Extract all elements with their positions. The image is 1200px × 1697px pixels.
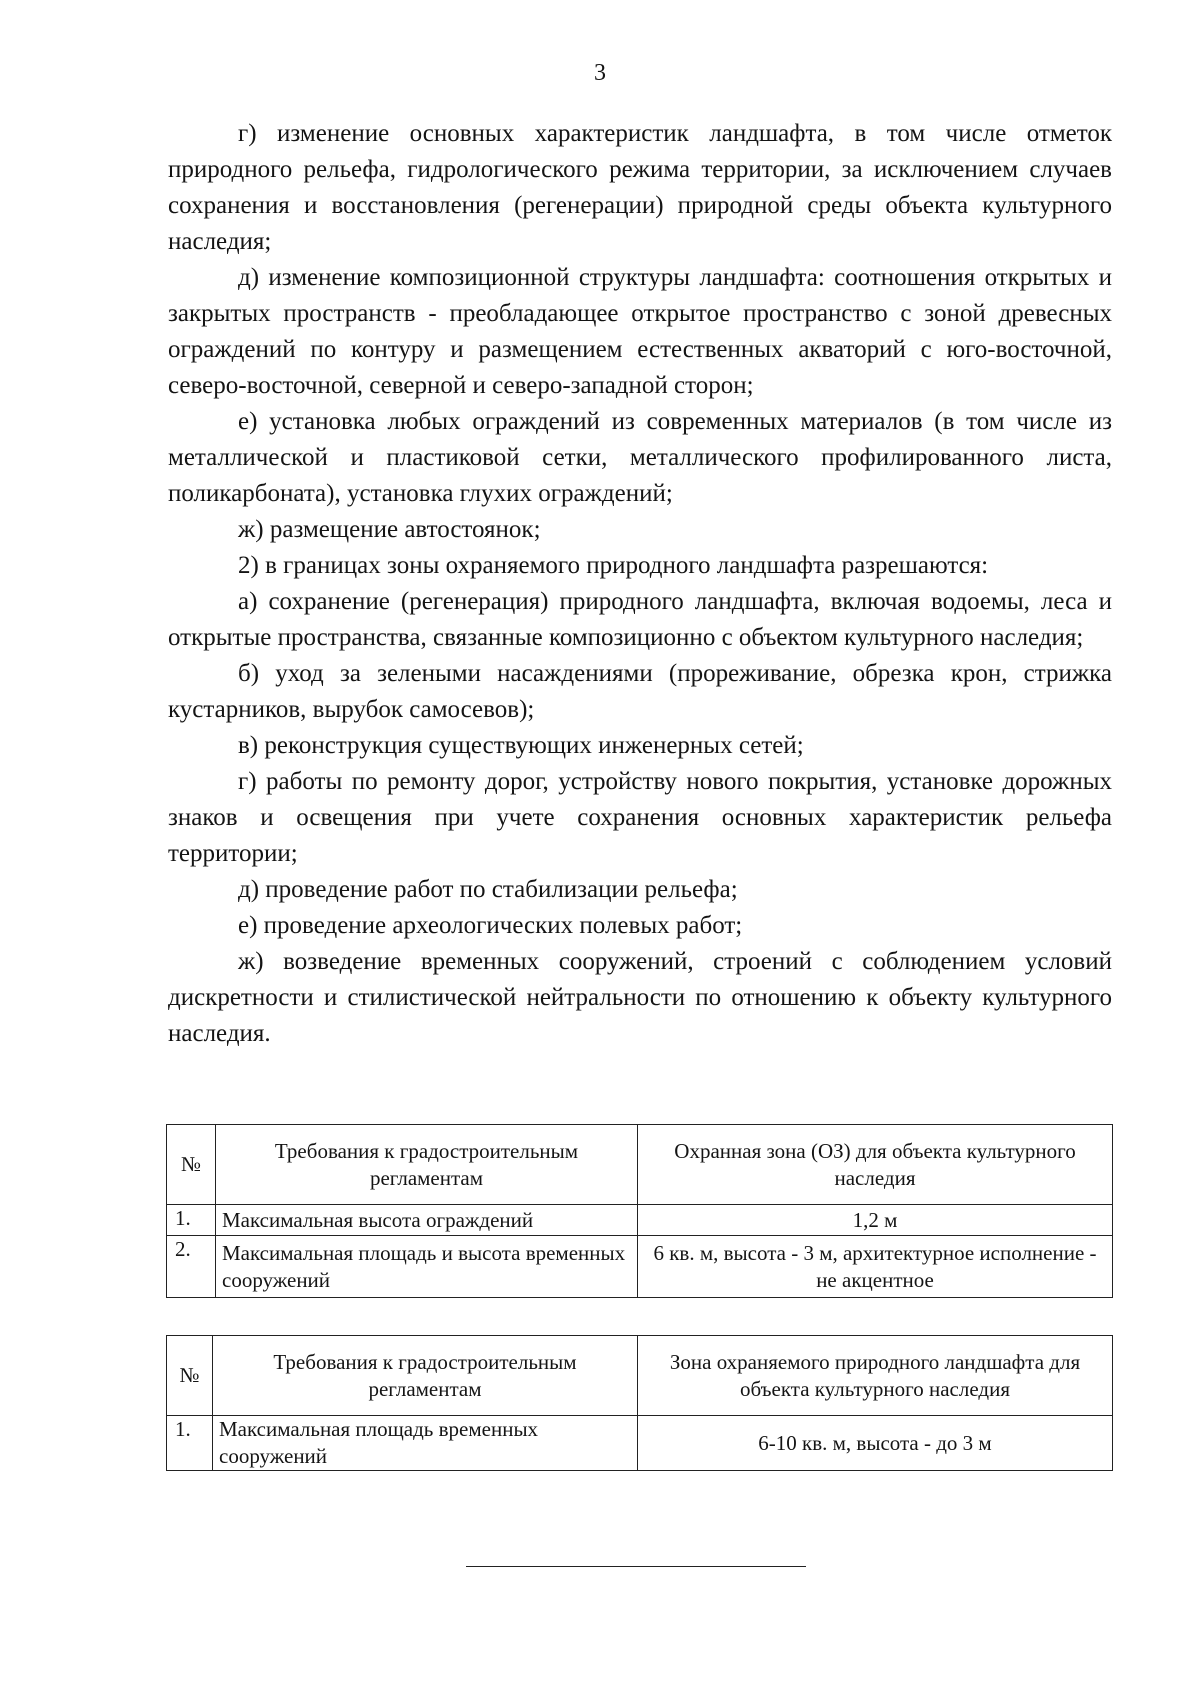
paragraph: д) проведение работ по стабилизации рельефа; <box>238 876 738 903</box>
paragraph: а) сохранение (регенерация) природного ландшафта, включая водоемы, леса и открытые пространства, связанные композиционно с объектом культурного наследия; <box>168 588 1112 651</box>
header-num: № <box>167 1336 213 1416</box>
paragraph: д) изменение композиционной структуры ландшафта: соотношения открытых и закрытых пространств - преобладающее открытое пространство с зоной древесных ограждений по контуру и размещением естественных акваторий с юго-восточной, северо-восточной, северной и северо-западной сторон; <box>168 264 1112 399</box>
row-value: 1,2 м <box>638 1205 1113 1236</box>
row-requirement: Максимальная высота ограждений <box>216 1205 638 1236</box>
row-value: 6-10 кв. м, высота - до 3 м <box>638 1416 1113 1471</box>
page-number: 3 <box>594 60 606 86</box>
paragraph: ж) размещение автостоянок; <box>238 516 541 543</box>
paragraph: 2) в границах зоны охраняемого природного ландшафта разрешаются: <box>238 552 989 579</box>
paragraph: г) работы по ремонту дорог, устройству нового покрытия, установке дорожных знаков и освещения при учете сохранения основных характеристик рельефа территории; <box>168 768 1112 867</box>
paragraph: б) уход за зелеными насаждениями (прореживание, обрезка крон, стрижка кустарников, вырубок самосевов); <box>168 660 1112 723</box>
row-num: 2. <box>167 1236 216 1298</box>
table-header-row <box>167 1125 1113 1205</box>
header-requirements: Требования к градостроительным регламентам <box>213 1336 638 1416</box>
body-text <box>168 116 1112 1052</box>
paragraph: е) проведение археологических полевых работ; <box>238 912 743 939</box>
table-row <box>167 1416 1113 1471</box>
requirements-table-landscape-zone <box>166 1335 1113 1471</box>
table-row <box>167 1205 1113 1236</box>
paragraph: е) установка любых ограждений из современных материалов (в том числе из металлической и пластиковой сетки, металлического профилированного листа, поликарбоната), установка глухих ограждений; <box>168 408 1112 507</box>
paragraph: ж) возведение временных сооружений, строений с соблюдением условий дискретности и стилистической нейтральности по отношению к объекту культурного наследия. <box>168 948 1112 1047</box>
requirements-table-protection-zone <box>166 1124 1113 1298</box>
end-of-document-rule <box>466 1566 806 1567</box>
header-zone: Зона охраняемого природного ландшафта для объекта культурного наследия <box>638 1336 1113 1416</box>
row-requirement: Максимальная площадь временных сооружений <box>213 1416 638 1471</box>
header-zone: Охранная зона (ОЗ) для объекта культурного наследия <box>638 1125 1113 1205</box>
row-value: 6 кв. м, высота - 3 м, архитектурное исполнение - не акцентное <box>638 1236 1113 1298</box>
table-header-row <box>167 1336 1113 1416</box>
row-num: 1. <box>167 1416 213 1471</box>
table-row <box>167 1236 1113 1298</box>
paragraph: в) реконструкция существующих инженерных сетей; <box>238 732 804 759</box>
header-num: № <box>167 1125 216 1205</box>
row-requirement: Максимальная площадь и высота временных сооружений <box>216 1236 638 1298</box>
header-requirements: Требования к градостроительным регламентам <box>216 1125 638 1205</box>
paragraph: г) изменение основных характеристик ландшафта, в том числе отметок природного рельефа, гидрологического режима территории, за исключением случаев сохранения и восстановления (регенерации) природной среды объекта культурного наследия; <box>168 120 1112 255</box>
row-num: 1. <box>167 1205 216 1236</box>
